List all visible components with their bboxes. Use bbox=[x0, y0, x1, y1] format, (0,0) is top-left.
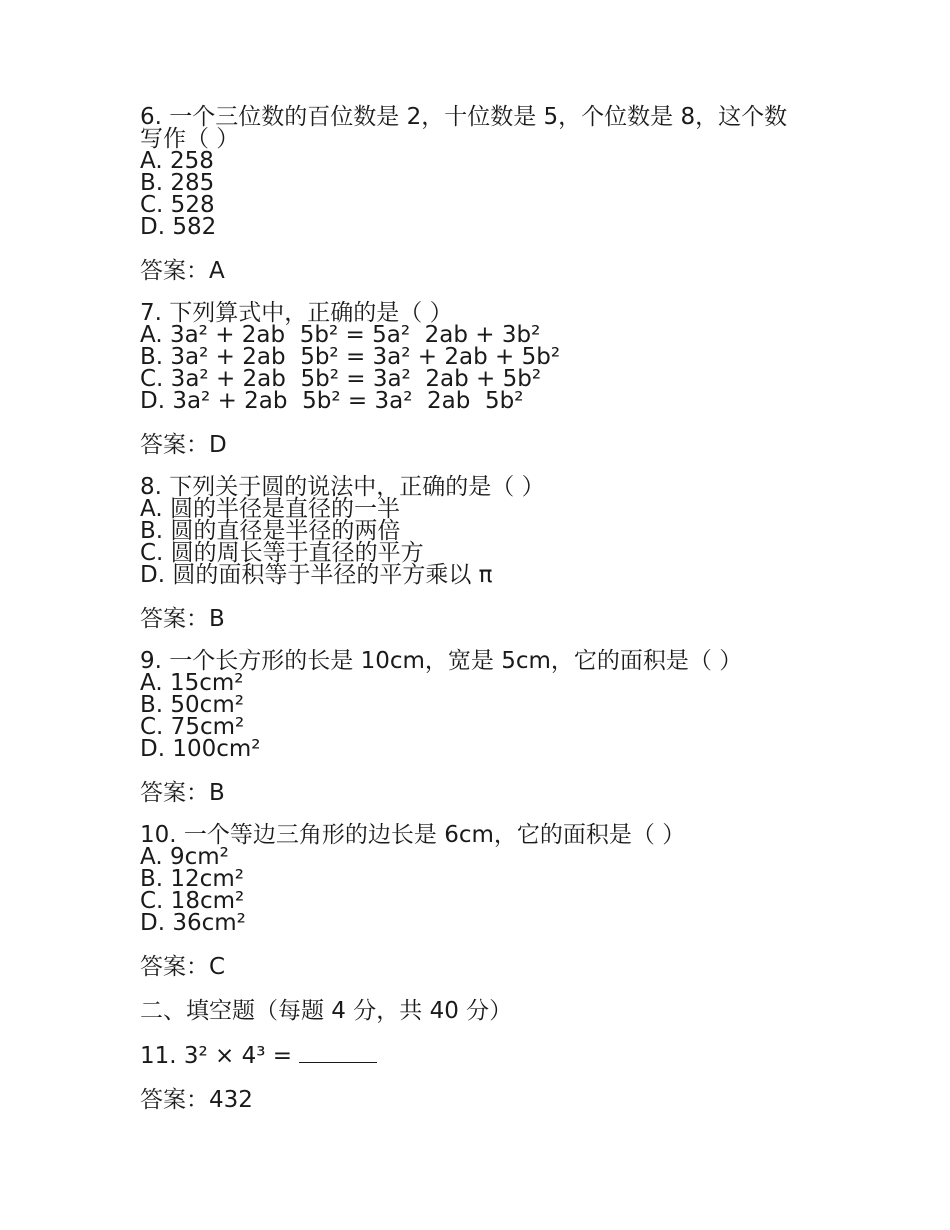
question-stem: 9. 一个长方形的长是 10cm，宽是 5cm，它的面积是（ ） bbox=[140, 648, 743, 674]
option-d: D. 3a² + 2ab 5b² = 3a² 2ab 5b² bbox=[140, 388, 524, 414]
option-c: C. 75cm² bbox=[140, 714, 245, 740]
question-stem: 6. 一个三位数的百位数是 2，十位数是 5，个位数是 8，这个数写作（ ） bbox=[140, 104, 788, 152]
answer-line: 答案：432 bbox=[140, 1087, 253, 1113]
question-9 bbox=[140, 650, 820, 806]
option-b: B. 285 bbox=[140, 170, 215, 196]
option-a: A. 15cm² bbox=[140, 670, 244, 696]
option-c: C. 528 bbox=[140, 192, 215, 218]
section-heading: 二、填空题（每题 4 分，共 40 分） bbox=[140, 998, 513, 1024]
option-b: B. 50cm² bbox=[140, 692, 244, 718]
option-c: C. 3a² + 2ab 5b² = 3a² 2ab + 5b² bbox=[140, 366, 542, 392]
option-a: A. 圆的半径是直径的一半 bbox=[140, 496, 400, 522]
option-b: B. 圆的直径是半径的两倍 bbox=[140, 518, 401, 544]
option-a: A. 258 bbox=[140, 148, 214, 174]
option-b: B. 12cm² bbox=[140, 866, 244, 892]
question-stem: 8. 下列关于圆的说法中，正确的是（ ） bbox=[140, 474, 545, 500]
question-6 bbox=[140, 106, 820, 284]
answer-blank bbox=[299, 1042, 377, 1063]
question-7 bbox=[140, 302, 820, 458]
question-10 bbox=[140, 824, 820, 980]
fill-question-11 bbox=[140, 1042, 820, 1069]
answer-line: 答案：C bbox=[140, 954, 226, 980]
option-d: D. 36cm² bbox=[140, 910, 246, 936]
question-stem: 10. 一个等边三角形的边长是 6cm，它的面积是（ ） bbox=[140, 822, 686, 848]
answer-line: 答案：D bbox=[140, 432, 227, 458]
option-c: C. 18cm² bbox=[140, 888, 245, 914]
fill-question-text: 11. 3² × 4³ = bbox=[140, 1043, 300, 1069]
answer-line: 答案：B bbox=[140, 606, 225, 632]
answer-line: 答案：A bbox=[140, 258, 225, 284]
option-d: D. 100cm² bbox=[140, 736, 261, 762]
question-stem: 7. 下列算式中，正确的是（ ） bbox=[140, 300, 453, 326]
option-c: C. 圆的周长等于直径的平方 bbox=[140, 540, 424, 566]
option-a: A. 9cm² bbox=[140, 844, 229, 870]
option-d: D. 圆的面积等于半径的平方乘以 π bbox=[140, 562, 493, 588]
question-8 bbox=[140, 476, 820, 632]
option-b: B. 3a² + 2ab 5b² = 3a² + 2ab + 5b² bbox=[140, 344, 561, 370]
answer-line: 答案：B bbox=[140, 780, 225, 806]
option-a: A. 3a² + 2ab 5b² = 5a² 2ab + 3b² bbox=[140, 322, 541, 348]
option-d: D. 582 bbox=[140, 214, 217, 240]
exam-page bbox=[140, 106, 820, 1131]
